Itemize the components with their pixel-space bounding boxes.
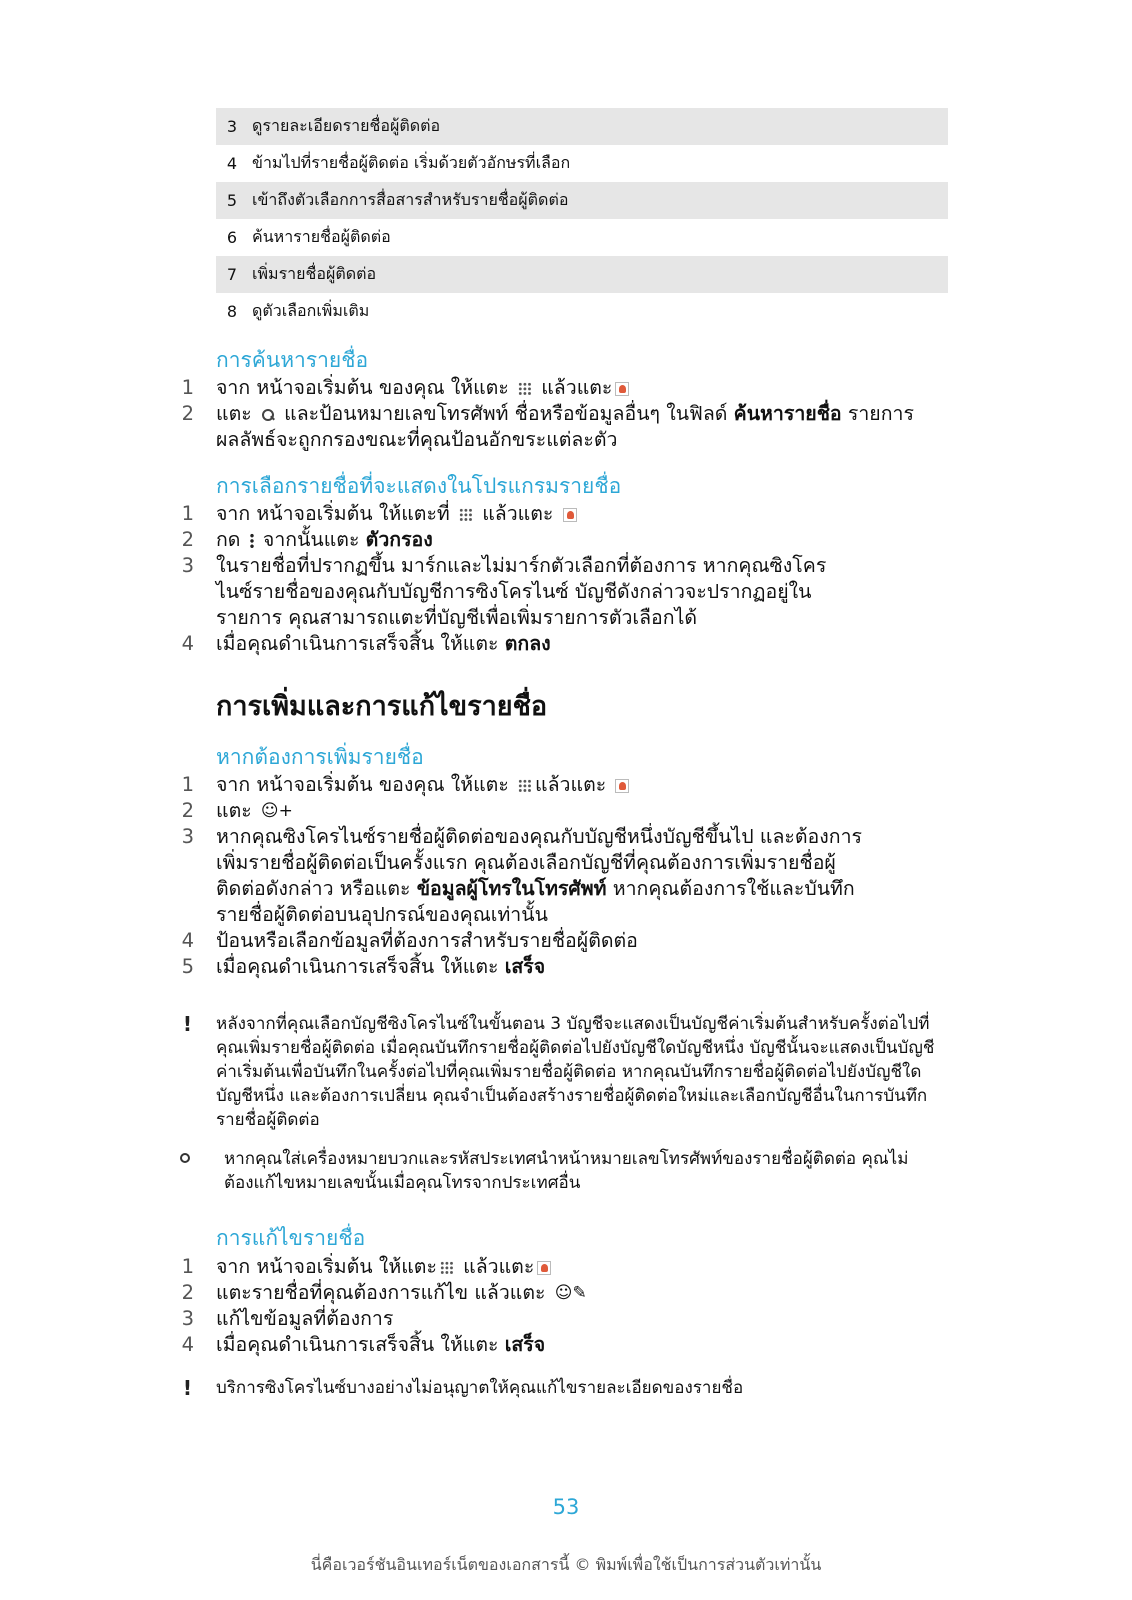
step [0,954,1000,980]
apps-grid-icon [459,508,473,522]
field-name: ค้นหารายชื่อ [733,402,842,425]
step-text [216,798,956,824]
page-number: 53 [552,1495,580,1519]
add-heading: หากต้องการเพิ่มรายชื่อ [216,745,424,769]
step-text [216,631,956,657]
step-text-part: แตะ [216,799,252,822]
step-text [216,401,956,453]
contacts-app-icon [615,382,629,396]
contacts-app-icon [537,1261,551,1275]
step-number: 1 [181,773,194,796]
step-number: 1 [181,1255,194,1278]
step-number: 4 [181,929,194,952]
step-text [216,1254,956,1280]
step-text-part: จาก หน้าจอเริ่มต้น ให้แตะที่ [216,502,450,525]
note [0,1376,1000,1400]
step [0,1254,1000,1280]
apps-grid-icon [518,382,532,396]
note [0,1012,1000,1132]
step-number: 1 [181,376,194,399]
legend-text: เพิ่มรายชื่อผู้ติดต่อ [252,264,377,283]
note-text: บริการซิงโครไนซ์บางอย่างไม่อนุญาตให้คุณแก้ไขรายละเอียดของรายชื่อ [216,1378,744,1398]
step-text-part: จากนั้นแตะ [262,528,360,551]
search-heading: การค้นหารายชื่อ [216,348,369,372]
legend-row [216,145,948,182]
note-text: หลังจากที่คุณเลือกบัญชีซิงโครไนซ์ในขั้นตอน 3 บัญชีจะแสดงเป็นบัญชีค่าเริ่มต้นสำหรับครั้งต่อไปที่คุณเพิ่มรายชื่อผู้ติดต่อ เมื่อคุณบันทึกรายชื่อผู้ติดต่อไปยังบัญชีใดบัญชีหนึ่ง บัญชีนั้นจะแสดงเป็นบัญชีค่าเริ่มต้นเพื่อบันทึกในครั้งต่อไปที่คุณเพิ่มรายชื่อผู้ติดต่อ หากคุณบันทึกรายชื่อผู้ติดต่อไปยังบัญชีใดบัญชีหนึ่ง และต้องการเปลี่ยน คุณจำเป็นต้องสร้างรายชื่อผู้ติดต่อใหม่และเลือกบัญชีอื่นในการบันทึกรายชื่อผู้ติดต่อ [216,1014,935,1130]
step-number: 4 [181,632,194,655]
step-text-part: จาก หน้าจอเริ่มต้น ให้แตะ [216,1255,437,1278]
step-text-part: แล้วแตะ [541,376,613,399]
option-name: เสร็จ [504,1333,546,1356]
step-text [216,1280,956,1306]
step-text [216,824,866,928]
step-number: 4 [181,1333,194,1356]
legend-number: 8 [226,302,238,321]
step-number: 3 [181,1307,194,1330]
add-contact-icon: ☺+ [260,801,293,821]
step-text: ป้อนหรือเลือกข้อมูลที่ต้องการสำหรับรายชื่อผู้ติดต่อ [216,929,638,952]
step-number: 2 [181,528,194,551]
step [0,375,1000,401]
step [0,501,1000,527]
lightbulb-icon [0,1147,216,1195]
step-text-part: แตะรายชื่อที่คุณต้องการแก้ไข แล้วแตะ [216,1281,546,1304]
add-steps [0,772,1000,980]
step [0,824,1000,928]
edit-steps [0,1254,1000,1358]
edit-heading: การแก้ไขรายชื่อ [216,1226,366,1250]
step-text [216,527,956,553]
step [0,553,1000,631]
step-text-part: แตะ [216,402,252,425]
tip-text: หากคุณใส่เครื่องหมายบวกและรหัสประเทศนำหน้าหมายเลขโทรศัพท์ของรายชื่อผู้ติดต่อ คุณไม่ต้องแก้ไขหมายเลขนั้นเมื่อคุณโทรจากประเทศอื่น [224,1149,909,1193]
section-title: การเพิ่มและการแก้ไขรายชื่อ [216,691,548,722]
step-number: 3 [181,554,194,577]
step-text-part: เมื่อคุณดำเนินการเสร็จสิ้น ให้แตะ [216,632,499,655]
step-text [216,1332,956,1358]
legend-table [216,108,948,330]
step [0,928,1000,954]
step-text-part: กด [216,528,241,551]
legend-row [216,293,948,330]
step-text [216,772,956,798]
step-text-part: เมื่อคุณดำเนินการเสร็จสิ้น ให้แตะ [216,955,499,978]
apps-grid-icon [518,779,532,793]
step [0,631,1000,657]
search-icon [261,408,275,422]
legend-text: ดูรายละเอียดรายชื่อผู้ติดต่อ [252,116,441,135]
legend-number: 3 [226,117,238,136]
option-name: ข้อมูลผู้โทรในโทรศัพท์ [416,877,607,900]
legend-number: 6 [226,228,238,247]
filter-heading: การเลือกรายชื่อที่จะแสดงในโปรแกรมรายชื่อ [216,474,622,498]
step-text-part: รายการผลลัพธ์จะถูกกรองขณะที่คุณป้อนอักขระแต่ละตัว [216,402,914,451]
overflow-menu-icon [250,533,254,549]
legend-text: เข้าถึงตัวเลือกการสื่อสารสำหรับรายชื่อผู้ติดต่อ [252,190,569,209]
step-number: 2 [181,799,194,822]
step-text-part: แล้วแตะ [482,502,554,525]
step-text-part: จาก หน้าจอเริ่มต้น ของคุณ ให้แตะ [216,773,509,796]
filter-steps [0,501,1000,657]
legend-number: 7 [226,265,238,284]
option-name: ตกลง [504,632,551,655]
warning-icon: ! [182,1376,192,1400]
warning-icon: ! [182,1012,192,1036]
step-text-part: แล้วแตะ [463,1255,535,1278]
step-number: 2 [181,402,194,425]
step [0,1280,1000,1306]
step-number: 3 [181,825,194,848]
step [0,527,1000,553]
apps-grid-icon [440,1261,454,1275]
legend-text: ข้ามไปที่รายชื่อผู้ติดต่อ เริ่มด้วยตัวอักษรที่เลือก [252,153,571,172]
option-name: ตัวกรอง [365,528,433,551]
step-number: 1 [181,502,194,525]
legend-row [216,256,948,293]
contacts-app-icon [615,779,629,793]
step-text: แก้ไขข้อมูลที่ต้องการ [216,1307,394,1330]
step-text [216,501,956,527]
contacts-app-icon [563,508,577,522]
option-name: เสร็จ [504,955,546,978]
legend-text: ค้นหารายชื่อผู้ติดต่อ [252,227,391,246]
step-text-part: แล้วแตะ [535,773,607,796]
step [0,798,1000,824]
legend-text: ดูตัวเลือกเพิ่มเติม [252,301,370,320]
step-text [216,375,956,401]
step-text-part: เมื่อคุณดำเนินการเสร็จสิ้น ให้แตะ [216,1333,499,1356]
step-text-part: หากคุณซิงโครไนซ์รายชื่อผู้ติดต่อของคุณกับบัญชีหนึ่งบัญชีขึ้นไป และต้องการเพิ่มรายชื่อผู้ติดต่อเป็นครั้งแรก คุณต้องเลือกบัญชีที่คุณต้องการเพิ่มรายชื่อผู้ติดต่อดังกล่าว หรือแตะ [216,825,862,900]
edit-contact-icon: ☺✎ [554,1283,587,1303]
step-text-part: และป้อนหมายเลขโทรศัพท์ ชื่อหรือข้อมูลอื่นๆ ในฟิลด์ [284,402,728,425]
footer-text: นี่คือเวอร์ชันอินเทอร์เน็ตของเอกสารนี้ © พิมพ์เพื่อใช้เป็นการส่วนตัวเท่านั้น [310,1555,822,1574]
step [0,1306,1000,1332]
step-text [216,954,956,980]
step [0,401,1000,453]
legend-number: 5 [226,191,238,210]
legend-row [216,108,948,145]
legend-row [216,182,948,219]
step [0,1332,1000,1358]
legend-row [216,219,948,256]
legend-number: 4 [226,154,238,173]
step-text: ในรายชื่อที่ปรากฏขึ้น มาร์กและไม่มาร์กตัวเลือกที่ต้องการ หากคุณซิงโครไนซ์รายชื่อของคุณกับบัญชีการซิงโครไนซ์ บัญชีดังกล่าวจะปรากฏอยู่ในรายการ คุณสามารถแตะที่บัญชีเพื่อเพิ่มรายการตัวเลือกได้ [216,554,827,629]
step-text-part: จาก หน้าจอเริ่มต้น ของคุณ ให้แตะ [216,376,509,399]
step [0,772,1000,798]
tip [0,1147,1000,1195]
step-number: 2 [181,1281,194,1304]
search-steps [0,375,1000,453]
step-number: 5 [181,955,194,978]
step-text-part: หากคุณต้องการใช้และบันทึกรายชื่อผู้ติดต่อบนอุปกรณ์ของคุณเท่านั้น [216,877,855,926]
